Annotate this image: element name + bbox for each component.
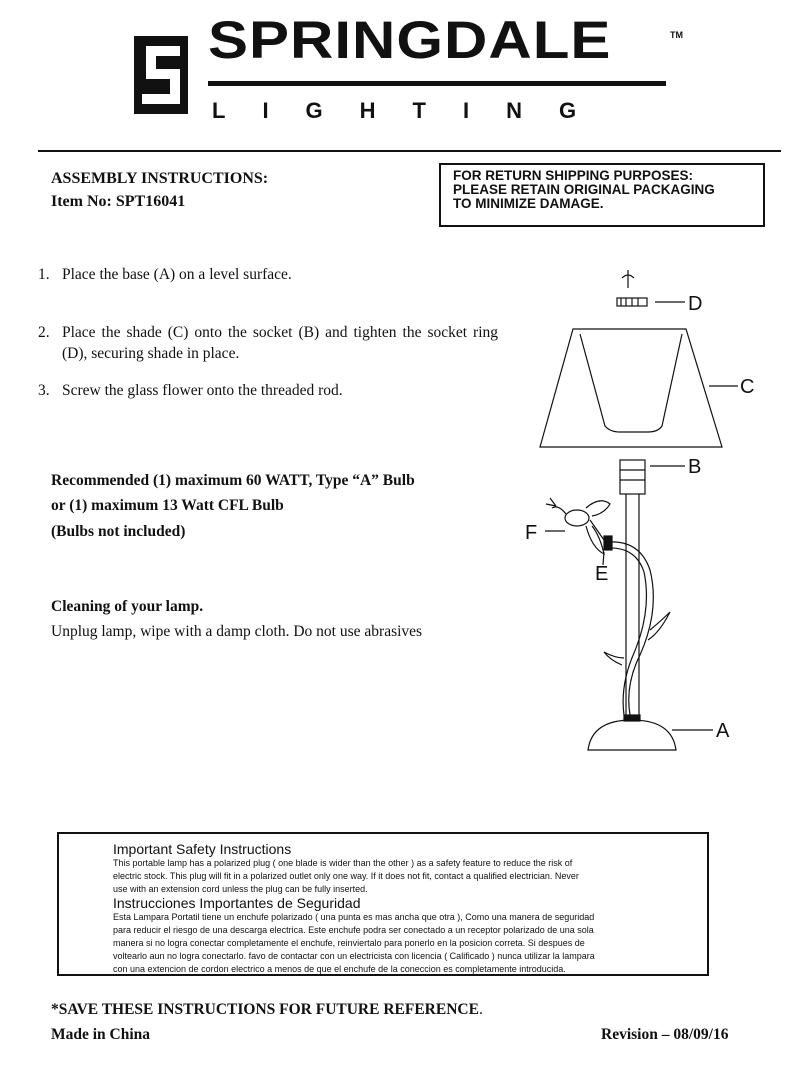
return-notice-line: FOR RETURN SHIPPING PURPOSES: bbox=[453, 168, 694, 183]
lamp-assembly-diagram bbox=[500, 260, 800, 770]
revision-date: Revision – 08/09/16 bbox=[601, 1026, 729, 1043]
bulb-recommendation: Recommended (1) maximum 60 WATT, Type “A” Bulb bbox=[51, 472, 415, 489]
safety-line: con una extencion de cordon electrico a menos de que el enchufe de la coneccion es completamente introducida. bbox=[113, 964, 566, 974]
item-number: Item No: SPT16041 bbox=[51, 193, 186, 210]
cleaning-title: Cleaning of your lamp. bbox=[51, 598, 204, 615]
socket-part-b bbox=[620, 460, 685, 494]
step-1 bbox=[38, 264, 498, 285]
label-e: E bbox=[595, 563, 609, 585]
base-part-a bbox=[588, 715, 713, 750]
safety-title-spanish: Instrucciones Importantes de Seguridad bbox=[113, 895, 361, 911]
brand-name: SPRINGDALE bbox=[208, 10, 612, 70]
label-b: B bbox=[688, 456, 702, 478]
safety-line: manera si no logra conectar completamente el enchufe, reinviertalo para ponerlo en la posicion correta. Si despues de bbox=[113, 938, 585, 948]
label-a: A bbox=[716, 720, 730, 742]
step-text: Screw the glass flower onto the threaded rod. bbox=[62, 382, 343, 399]
glass-flower-part-f bbox=[545, 498, 610, 554]
safety-instructions-box bbox=[57, 832, 709, 976]
return-notice-line: PLEASE RETAIN ORIGINAL PACKAGING bbox=[453, 182, 715, 197]
step-2 bbox=[38, 322, 498, 364]
save-instructions-note bbox=[51, 1001, 483, 1019]
step-text: Place the shade (C) onto the socket (B) and tighten the socket ring (D), securing shade in place. bbox=[62, 324, 498, 362]
label-d: D bbox=[688, 293, 703, 315]
lamp-pole bbox=[626, 494, 639, 715]
return-notice-line: TO MINIMIZE DAMAGE. bbox=[453, 196, 604, 211]
safety-line: voltearlo aun no logra conectarlo. favo de contactar con un electricista con licencia ( Calificado ) nunca utilizar la lampara bbox=[113, 951, 595, 961]
assembly-title: ASSEMBLY INSTRUCTIONS: bbox=[51, 170, 269, 187]
save-note-text: *SAVE THESE INSTRUCTIONS FOR FUTURE REFERENCE bbox=[51, 1001, 479, 1018]
cleaning-text: Unplug lamp, wipe with a damp cloth. Do not use abrasives bbox=[51, 623, 423, 640]
safety-title-english: Important Safety Instructions bbox=[113, 841, 292, 857]
label-f: F bbox=[525, 522, 538, 544]
brand-subtitle: LIGHTING bbox=[212, 98, 614, 123]
bulb-cfl-alternative: or (1) maximum 13 Watt CFL Bulb bbox=[51, 497, 284, 514]
shade-part-c bbox=[540, 329, 738, 447]
save-note-period: . bbox=[478, 1001, 483, 1018]
step-number: 3. bbox=[38, 382, 50, 399]
step-number: 2. bbox=[38, 324, 50, 341]
return-shipping-notice bbox=[439, 163, 765, 227]
safety-line: Esta Lampara Portatil tiene un enchufe polarizado ( una punta es mas ancha que otra ), Como una manera de seguridad bbox=[113, 912, 595, 922]
step-3 bbox=[38, 380, 498, 401]
made-in-label: Made in China bbox=[51, 1026, 151, 1043]
socket-ring-part-d bbox=[617, 270, 685, 306]
flower-arm-part-e bbox=[603, 536, 670, 715]
trademark-mark: TM bbox=[670, 30, 683, 40]
safety-line: This portable lamp has a polarized plug ( one blade is wider than the other ) as a safety feature to reduce the risk of bbox=[113, 858, 573, 868]
step-text: Place the base (A) on a level surface. bbox=[62, 266, 292, 283]
step-number: 1. bbox=[38, 266, 50, 283]
brand-underline bbox=[208, 81, 666, 86]
header-divider bbox=[38, 150, 781, 152]
label-c: C bbox=[740, 376, 755, 398]
safety-line: para reducir el riesgo de una descarga electrica. Este enchufe podra ser conectado a un receptor polarizado de una sola bbox=[113, 925, 594, 935]
safety-line: electric stock. This plug will fit in a polarized outlet only one way. If it does not fit, contact a qualified electrician. Never bbox=[113, 871, 579, 881]
springdale-logo-icon bbox=[134, 36, 188, 114]
safety-line: use with an extension cord unless the plug can be fully inserted. bbox=[113, 884, 368, 894]
bulb-not-included: (Bulbs not included) bbox=[51, 523, 186, 540]
